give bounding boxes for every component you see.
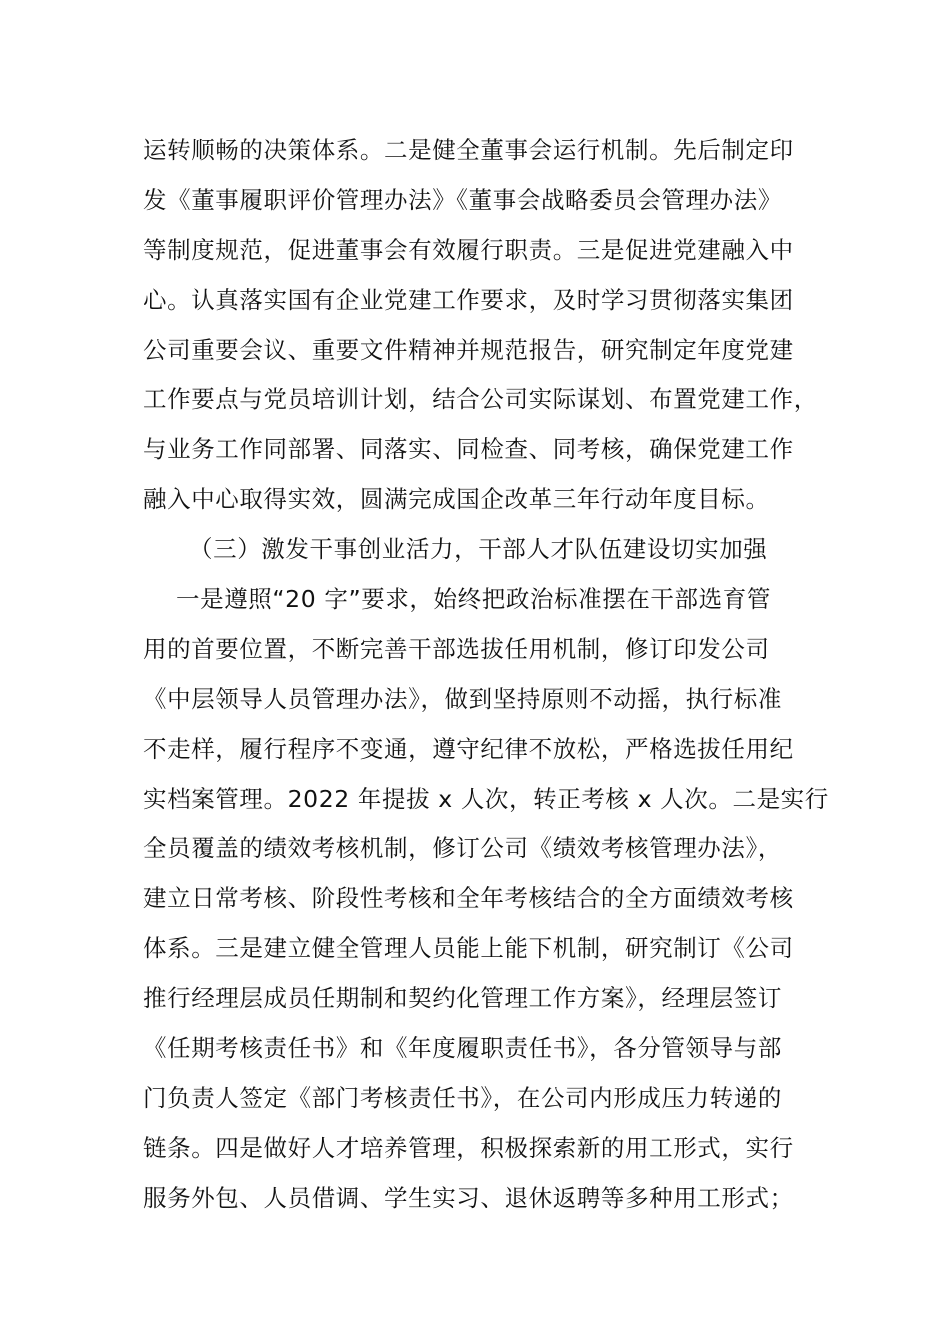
text-line: 工作要点与党员培训计划，结合公司实际谋划、布置党建工作， [143, 385, 818, 414]
text-line: 用的首要位置，不断完善干部选拔任用机制，修订印发公司 [143, 634, 770, 663]
text-line: 等制度规范，促进董事会有效履行职责。三是促进党建融入中 [143, 235, 794, 264]
text-line: 体系。三是建立健全管理人员能上能下机制，研究制订《公司 [143, 934, 794, 963]
text-line: 建立日常考核、阶段性考核和全年考核结合的全方面绩效考核 [143, 884, 794, 913]
text-line: 运转顺畅的决策体系。二是健全董事会运行机制。先后制定印 [143, 136, 794, 164]
section-heading: （三）激发干事创业活力，干部人才队伍建设切实加强 [189, 535, 768, 564]
text-line: 融入中心取得实效，圆满完成国企改革三年行动年度目标。 [143, 485, 770, 514]
text-line: 《中层领导人员管理办法》，做到坚持原则不动摇，执行标准 [143, 684, 782, 713]
text-line: 推行经理层成员任期制和契约化管理工作方案》，经理层签订 [143, 984, 782, 1013]
text-line: 《任期考核责任书》和《年度履职责任书》，各分管领导与部 [143, 1034, 782, 1063]
text-line: 服务外包、人员借调、学生实习、退休返聘等多种用工形式； [143, 1183, 794, 1212]
text-line: 与业务工作同部署、同落实、同检查、同考核，确保党建工作 [143, 435, 794, 464]
text-line: 不走样，履行程序不变通，遵守纪律不放松，严格选拔任用纪 [143, 734, 794, 763]
text-line: 心。认真落实国有企业党建工作要求，及时学习贯彻落实集团 [143, 285, 794, 314]
text-line: 门负责人签定《部门考核责任书》，在公司内形成压力转递的 [143, 1083, 782, 1112]
text-line: 实档案管理。2022 年提拔 x 人次，转正考核 x 人次。二是实行 [143, 784, 829, 813]
text-line: 链条。四是做好人才培养管理，积极探索新的用工形式，实行 [143, 1133, 794, 1162]
body-text [143, 126, 829, 1224]
text-line: 公司重要会议、重要文件精神并规范报告，研究制定年度党建 [143, 335, 794, 364]
text-line: 全员覆盖的绩效考核机制，修订公司《绩效考核管理办法》， [143, 834, 782, 863]
paragraph-first-line: 一是遵照“20 字”要求，始终把政治标准摆在干部选育管 [176, 585, 771, 614]
text-line: 发《董事履职评价管理办法》《董事会战略委员会管理办法》 [143, 185, 782, 214]
